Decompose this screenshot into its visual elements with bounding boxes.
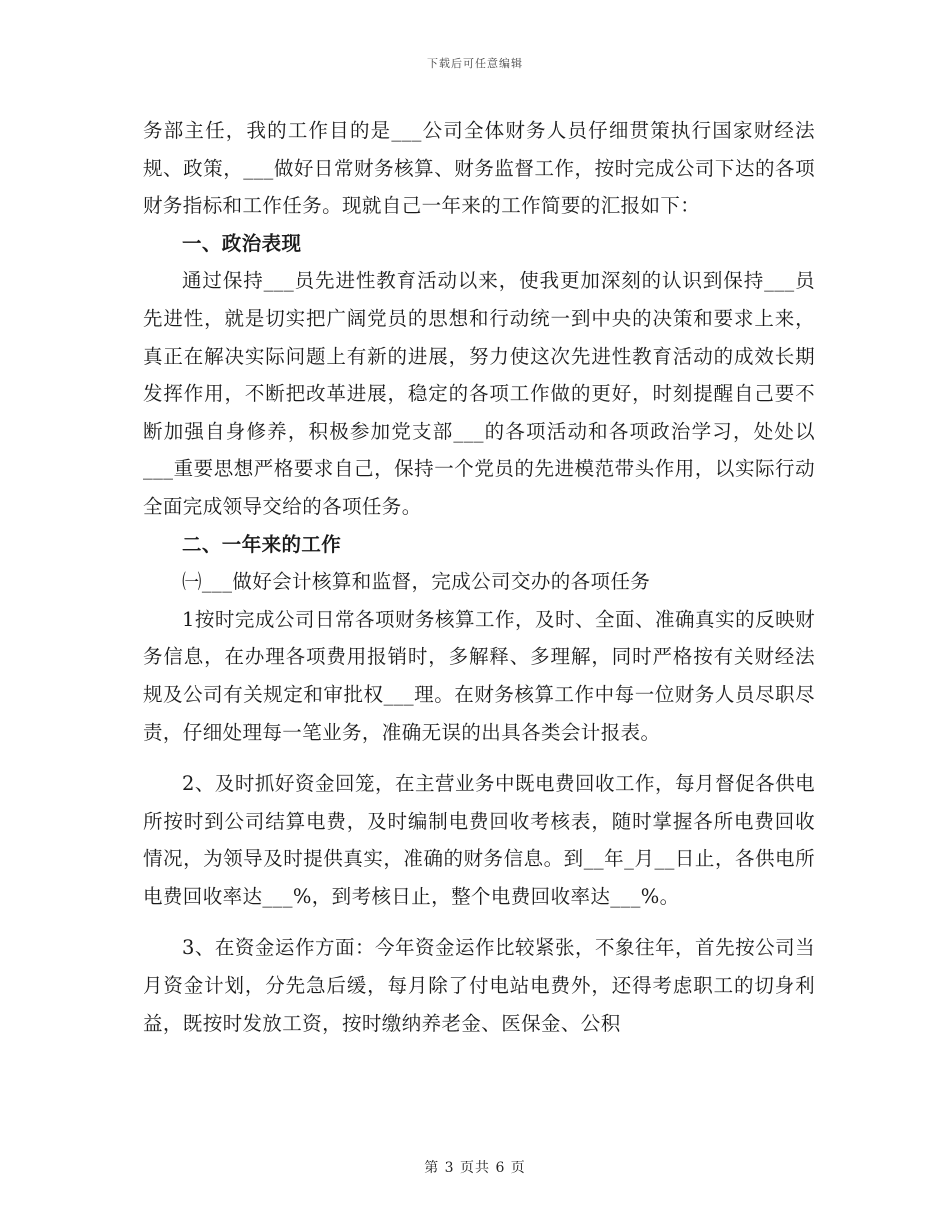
document-body [143, 112, 815, 1042]
section-heading-work: 二、一年来的工作 [182, 532, 342, 556]
section-heading-politics: 一、政治表现 [182, 231, 302, 255]
work-item-3: 3、在资金运作方面：今年资金运作比较紧张，不象往年，首先按公司当月资金计划，分先急后缓，每月除了付电站电费外，还得考虑职工的切身利益，既按时发放工资，按时缴纳养老金、医保金、公积 [143, 936, 815, 1035]
intro-paragraph: 务部主任，我的工作目的是___公司全体财务人员仔细贯策执行国家财经法规、政策，___做好日常财务核算、财务监督工作，按时完成公司下达的各项财务指标和工作任务。现就自己一年来的工作简要的汇报如下： [143, 119, 815, 218]
work-item-2: 2、及时抓好资金回笼，在主营业务中既电费回收工作，每月督促各供电所按时到公司结算电费，及时编制电费回收考核表，随时掌握各所电费回收情况，为领导及时提供真实，准确的财务信息。到__年_月__日止，各供电所电费回收率达___%，到考核日止，整个电费回收率达___%。 [143, 772, 815, 908]
page-header: 下载后可任意编辑 [427, 57, 523, 70]
politics-paragraph: 通过保持___员先进性教育活动以来，使我更加深刻的认识到保持___员先进性，就是切实把广阔党员的思想和行动统一到中央的决策和要求上来，真正在解决实际问题上有新的进展，努力使这次先进性教育活动的成效长期发挥作用，不断把改革进展，稳定的各项工作做的更好，时刻提醒自己要不断加强自身修养，积极参加党支部___的各项活动和各项政治学习，处处以___重要思想严格要求自己，保持一个党员的先进模范带头作用，以实际行动全面完成领导交给的各项任务。 [143, 269, 815, 518]
subsection-heading-accounting: ㈠___做好会计核算和监督，完成公司交办的各项任务 [182, 570, 651, 594]
work-item-1: 1按时完成公司日常各项财务核算工作，及时、全面、准确真实的反映财务信息，在办理各项费用报销时，多解释、多理解，同时严格按有关财经法规及公司有关规定和审批权___理。在财务核算工作中每一位财务人员尽职尽责，仔细处理每一笔业务，准确无误的出具各类会计报表。 [143, 607, 815, 744]
page-number: 第 3 页共 6 页 [424, 1160, 526, 1176]
